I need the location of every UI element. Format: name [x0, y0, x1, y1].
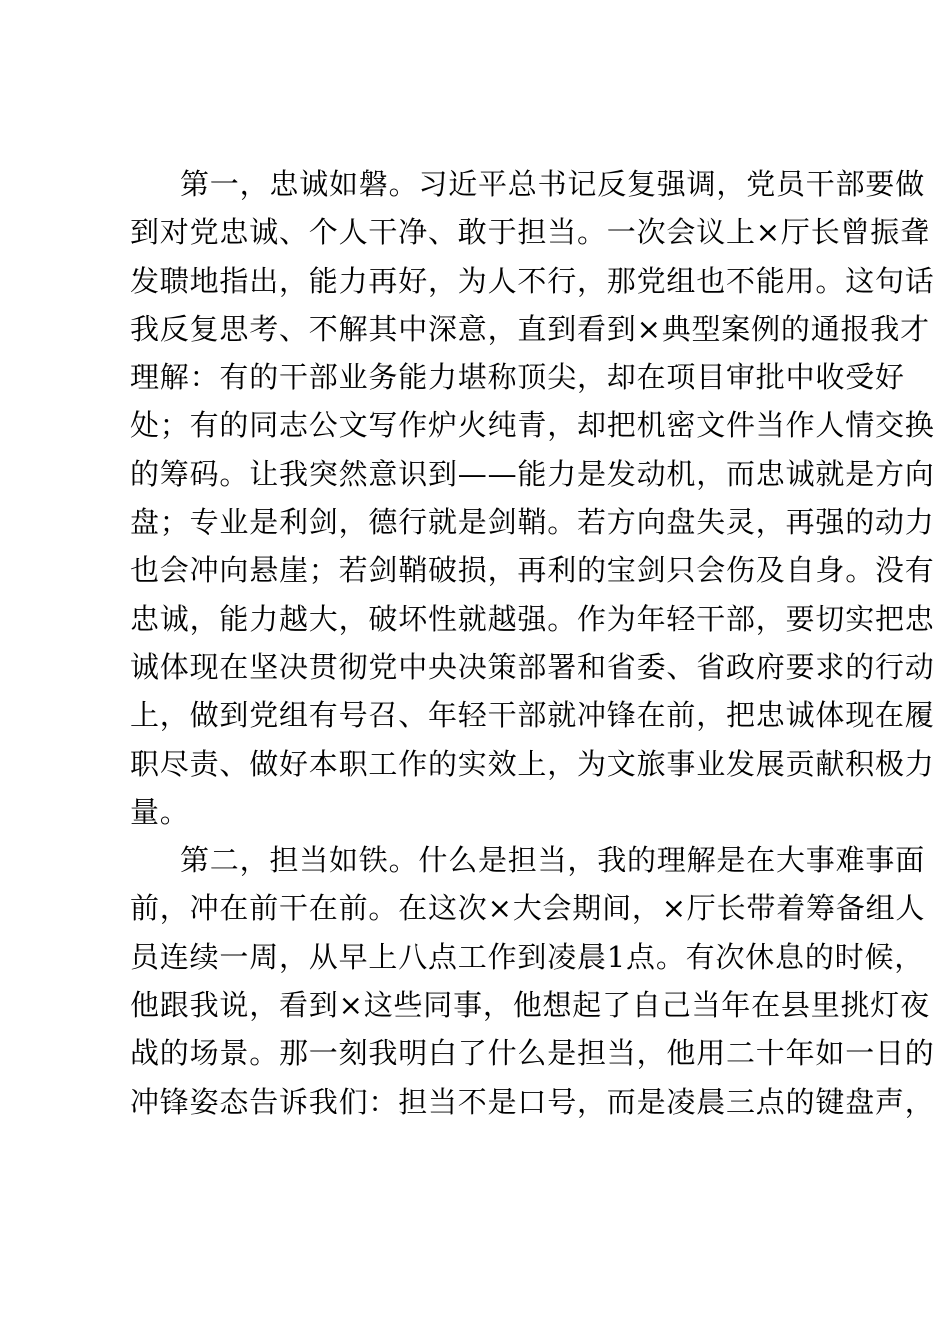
document-body: [130, 160, 935, 1126]
paragraph-2-line-1: 第二，担当如铁。什么是担当，我的理解是在大事难事面: [180, 843, 926, 878]
paragraph-1-line-9: 也会冲向悬崖；若剑鞘破损，再利的宝剑只会伤及自身。没有: [130, 553, 935, 588]
paragraph-1-line-1: 第一，忠诚如磐。习近平总书记反复强调，党员干部要做: [180, 167, 926, 201]
paragraph-1-line-3: 发聩地指出，能力再好，为人不行，那党组也不能用。这句话: [130, 263, 935, 298]
paragraph-1-line-12: 上，做到党组有号召、年轻干部就冲锋在前，把忠诚体现在履: [130, 698, 935, 733]
paragraph-2-line-3: 员连续一周，从早上八点工作到凌晨1点。有次休息的时候，: [130, 939, 925, 974]
paragraph-1-line-10: 忠诚，能力越大，破坏性就越强。作为年轻干部，要切实把忠: [130, 601, 935, 636]
paragraph-2-line-6: 冲锋姿态告诉我们：担当不是口号，而是凌晨三点的键盘声，: [130, 1084, 935, 1119]
paragraph-2-line-5: 战的场景。那一刻我明白了什么是担当，他用二十年如一日的: [130, 1036, 935, 1071]
paragraph-2-line-4: 他跟我说，看到×这些同事，他想起了自己当年在县里挑灯夜: [130, 988, 930, 1023]
paragraph-1-line-6: 处；有的同志公文写作炉火纯青，却把机密文件当作人情交换: [130, 408, 935, 443]
paragraph-1-line-14: 量。: [130, 794, 190, 829]
paragraph-1-line-11: 诚体现在坚决贯彻党中央决策部署和省委、省政府要求的行动: [130, 649, 935, 684]
paragraph-2-line-2: 前，冲在前干在前。在这次×大会期间，×厅长带着筹备组人: [130, 891, 926, 926]
paragraph-1-line-5: 理解：有的干部业务能力堪称顶尖，却在项目审批中收受好: [130, 360, 905, 395]
paragraph-1-line-8: 盘；专业是利剑，德行就是剑鞘。若方向盘失灵，再强的动力: [130, 505, 935, 540]
paragraph-1-line-2: 到对党忠诚、个人干净、敢于担当。一次会议上×厅长曾振聋: [130, 215, 930, 250]
paragraph-1-line-13: 职尽责、做好本职工作的实效上，为文旅事业发展贡献积极力: [130, 746, 935, 781]
paragraph-1-line-7: 的筹码。让我突然意识到——能力是发动机，而忠诚就是方向: [130, 456, 935, 491]
paragraph-1-line-4: 我反复思考、不解其中深意，直到看到×典型案例的通报我才: [130, 311, 930, 346]
